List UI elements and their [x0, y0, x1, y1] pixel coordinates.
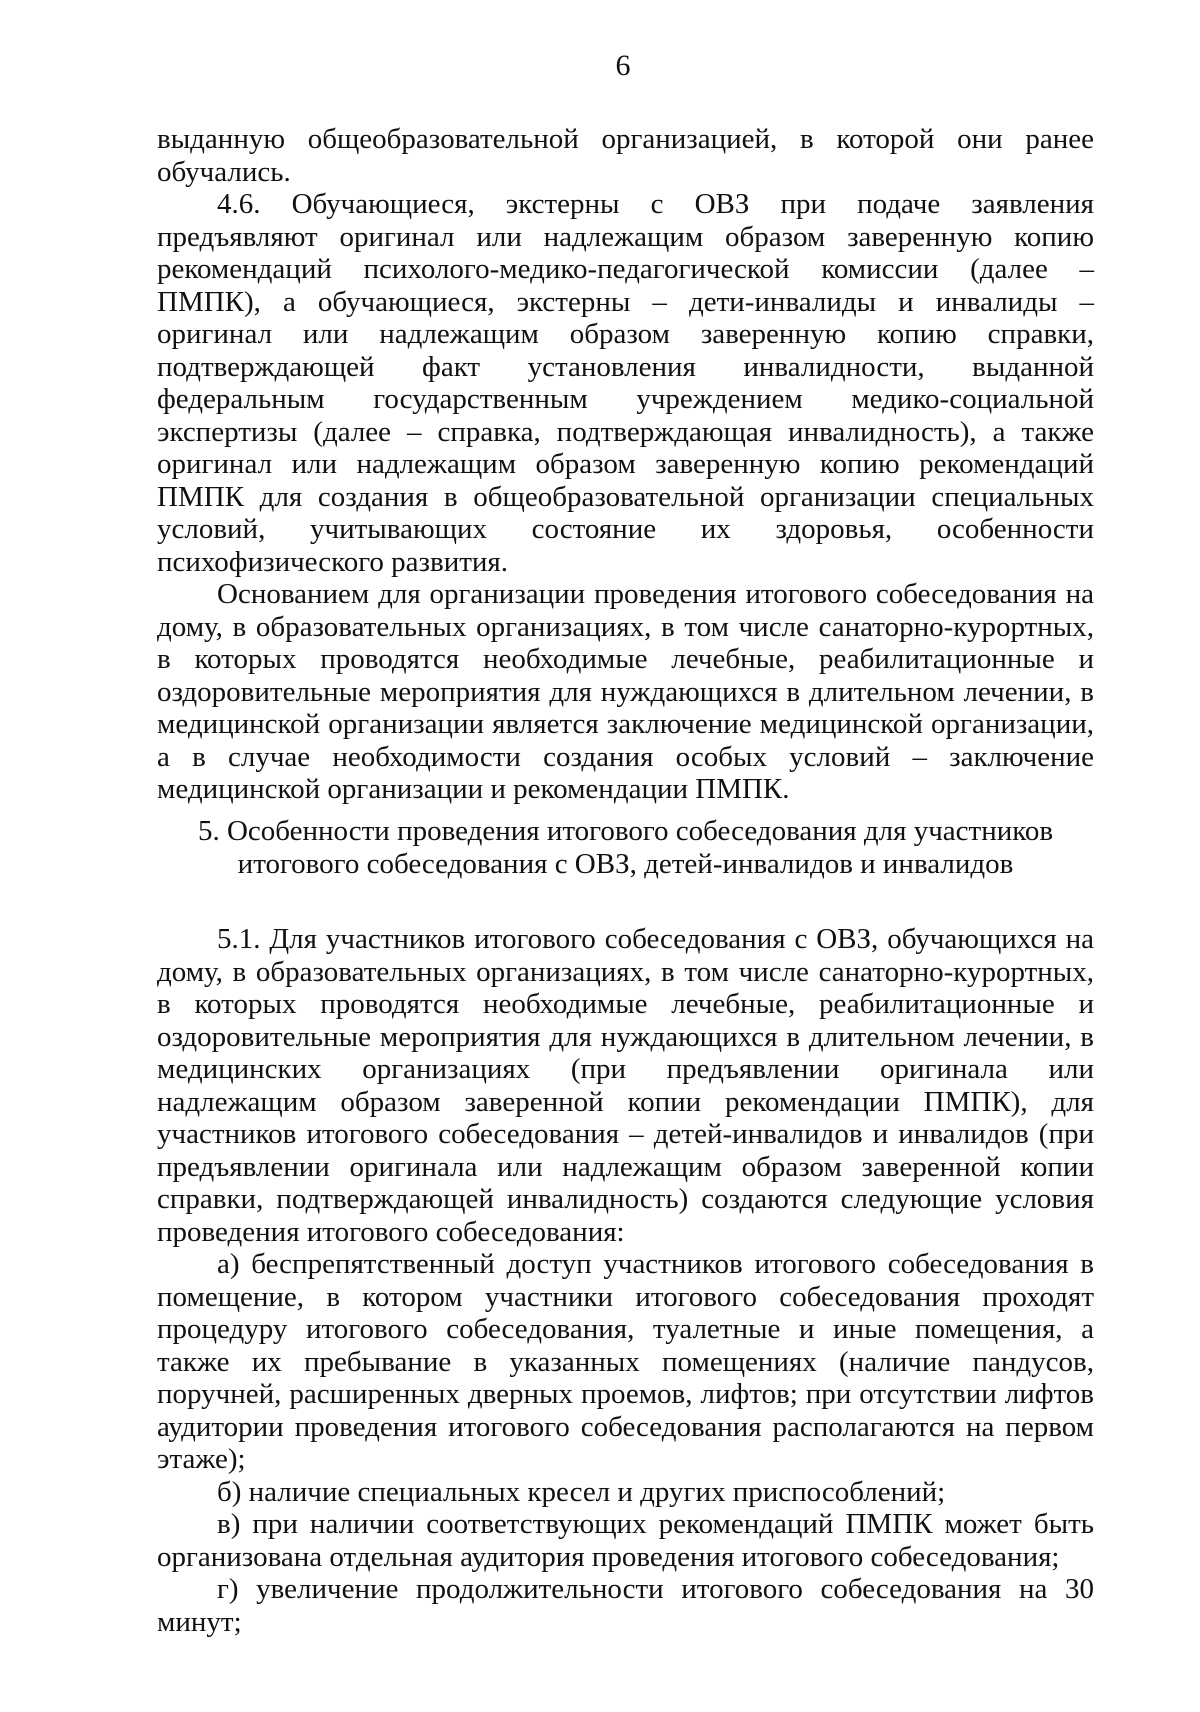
- continuation-paragraph: выданную общеобразовательной организацией, в которой они ранее обучались.: [157, 123, 1094, 188]
- section-5-text: [157, 923, 1094, 1638]
- list-item-a: а) беспрепятственный доступ участников итогового собеседования в помещение, в котором участники итогового собеседования проходят процедуру итогового собеседования, туалетные и иные помещения, а также их пребывание в указанных помещениях (наличие пандусов, поручней, расширенных дверных проемов, лифтов; при отсутствии лифтов аудитории проведения итогового собеседования располагаются на первом этаже);: [157, 1248, 1094, 1475]
- list-item-v: в) при наличии соответствующих рекомендаций ПМПК может быть организована отдельная аудитория проведения итогового собеседования;: [157, 1508, 1094, 1573]
- section-5-heading-line-2: итогового собеседования с ОВЗ, детей-инвалидов и инвалидов: [237, 847, 1014, 880]
- list-item-g: г) увеличение продолжительности итогового собеседования на 30 минут;: [157, 1573, 1094, 1638]
- paragraph-4-6: 4.6. Обучающиеся, экстерны с ОВЗ при подаче заявления предъявляют оригинал или надлежащим образом заверенную копию рекомендаций психолого-медико-педагогической комиссии (далее – ПМПК), а обучающиеся, экстерны – дети-инвалиды и инвалиды – оригинал или надлежащим образом заверенную копию справки, подтверждающей факт установления инвалидности, выданной федеральным государственным учреждением медико-социальной экспертизы (далее – справка, подтверждающая инвалидность), а также оригинал или надлежащим образом заверенную копию рекомендаций ПМПК для создания в общеобразовательной организации специальных условий, учитывающих состояние их здоровья, особенности психофизического развития.: [157, 188, 1094, 578]
- list-item-b: б) наличие специальных кресел и других приспособлений;: [217, 1475, 946, 1508]
- page-number: 6: [615, 49, 631, 82]
- section-5-heading-line-1: 5. Особенности проведения итогового собеседования для участников: [197, 815, 1054, 847]
- section-4-text: [157, 123, 1094, 806]
- paragraph-basis: Основанием для организации проведения итогового собеседования на дому, в образовательных организациях, в том числе санаторно-курортных, в которых проводятся необходимые лечебные, реабилитационные и оздоровительные мероприятия для нуждающихся в длительном лечении, в медицинской организации является заключение медицинской организации, а в случае необходимости создания особых условий – заключение медицинской организации и рекомендации ПМПК.: [157, 578, 1094, 805]
- section-5-heading: [157, 815, 1094, 880]
- paragraph-5-1: 5.1. Для участников итогового собеседования с ОВЗ, обучающихся на дому, в образовательных организациях, в том числе санаторно-курортных, в которых проводятся необходимые лечебные, реабилитационные и оздоровительные мероприятия для нуждающихся в длительном лечении, в медицинских организациях (при предъявлении оригинала или надлежащим образом заверенной копии рекомендации ПМПК), для участников итогового собеседования – детей-инвалидов и инвалидов (при предъявлении оригинала или надлежащим образом заверенной копии справки, подтверждающей инвалидность) создаются следующие условия проведения итогового собеседования:: [157, 923, 1094, 1248]
